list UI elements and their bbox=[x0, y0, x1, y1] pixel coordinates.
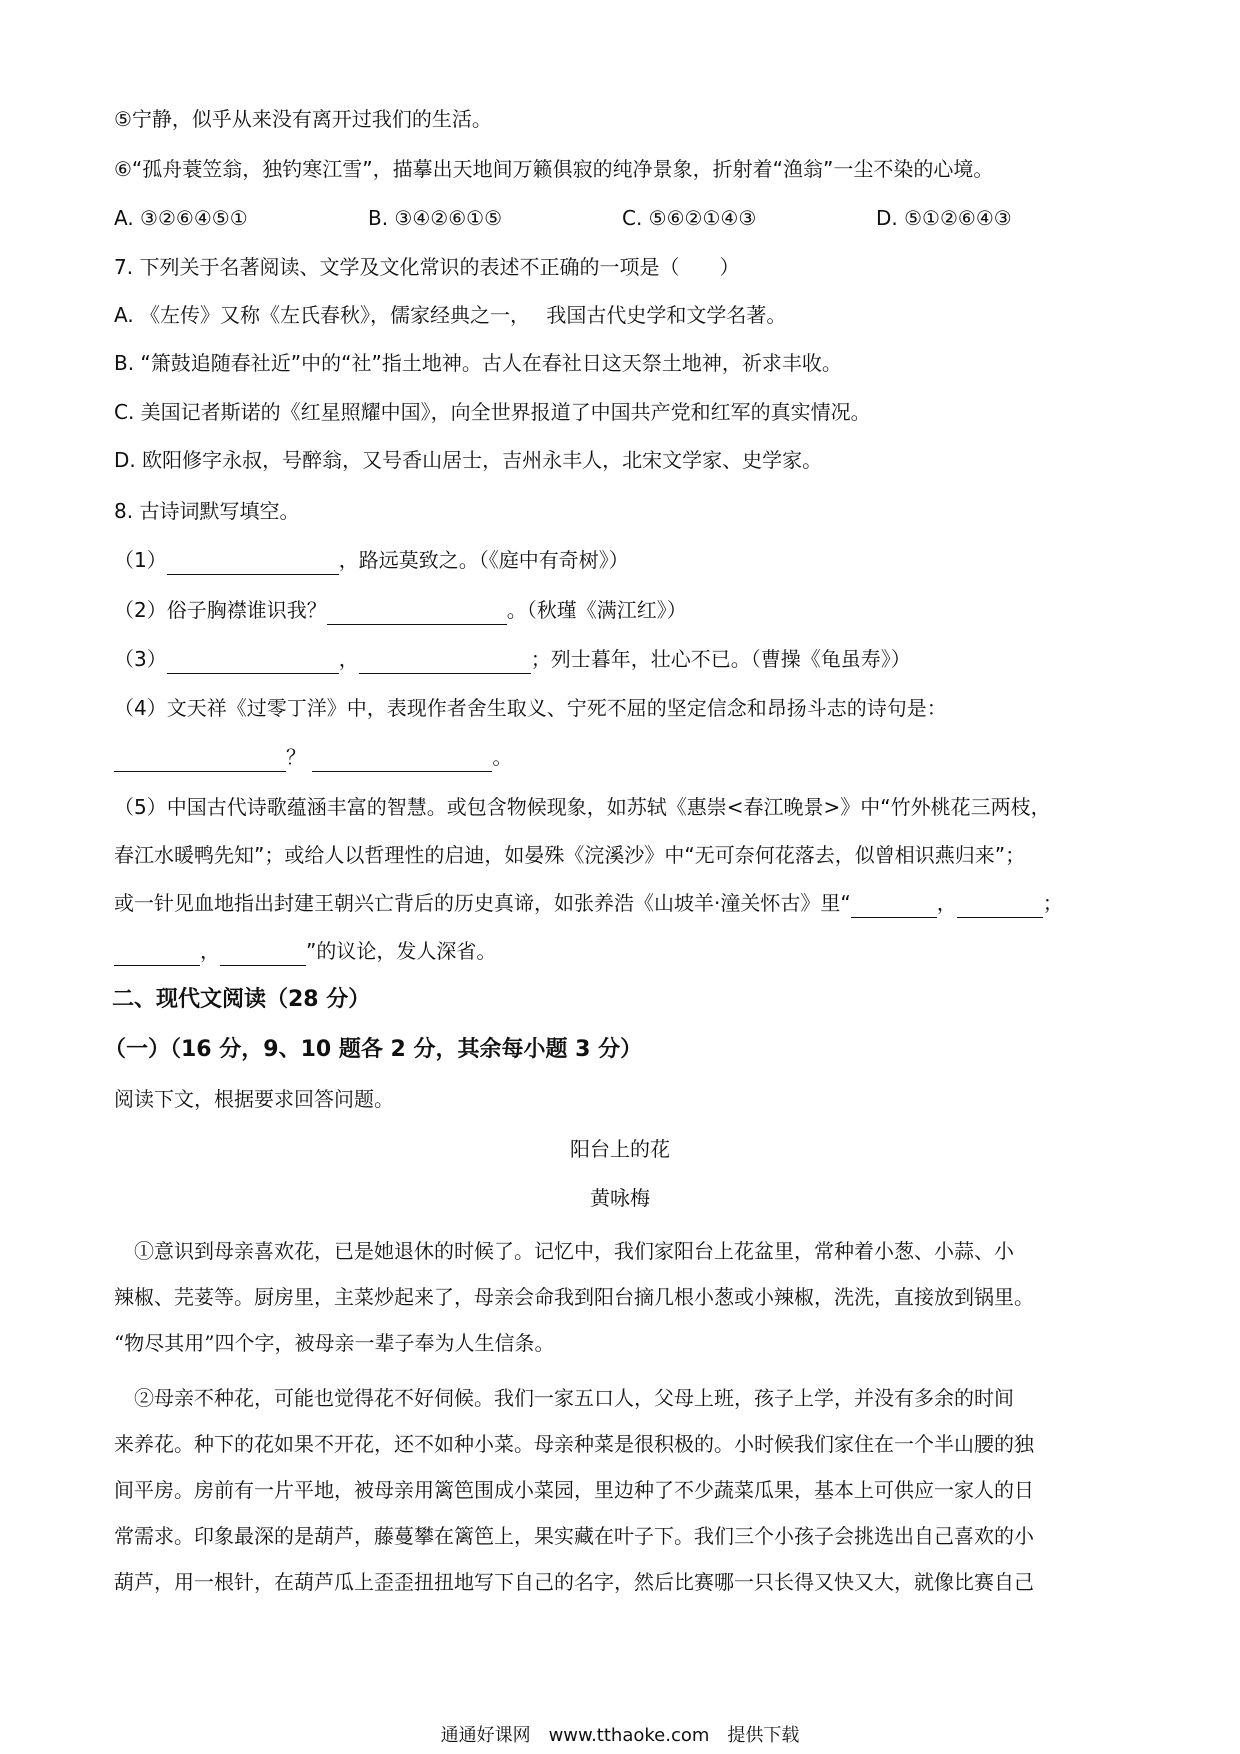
q7-option-d: D. 欧阳修字永叔，号醉翁，又号香山居士，吉州永丰人，北宋文学家、史学家。 bbox=[114, 448, 823, 472]
answer-blank[interactable] bbox=[167, 552, 339, 575]
answer-blank[interactable] bbox=[851, 895, 937, 918]
answer-blank[interactable] bbox=[327, 602, 507, 625]
paragraph-line: ②母亲不种花，可能也觉得花不好伺候。我们一家五口人，父母上班，孩子上学，并没有多余的时间 bbox=[114, 1386, 1014, 1410]
q8-sub4-end: 。 bbox=[492, 745, 513, 769]
paragraph-line: 葫芦，用一根针，在葫芦瓜上歪歪扭扭地写下自己的名字，然后比赛哪一只长得又快又大，就像比赛自己 bbox=[114, 1570, 1034, 1594]
answer-blank[interactable] bbox=[957, 895, 1043, 918]
q8-sub4-answer bbox=[114, 742, 1130, 772]
paragraph-line: “物尽其用”四个字，被母亲一辈子奉为人生信条。 bbox=[114, 1331, 555, 1355]
page-footer: 通通好课网 www.tthaoke.com 提供下载 bbox=[440, 1725, 800, 1746]
section-intro: 阅读下文，根据要求回答问题。 bbox=[114, 1087, 394, 1111]
q8-sub2-source: 。（秋瑾《满江红》） bbox=[506, 598, 687, 622]
q8-sub1 bbox=[114, 545, 1130, 575]
q8-sub2 bbox=[114, 595, 1130, 625]
q6-option-c: C. ⑤⑥②①④③ bbox=[622, 206, 757, 230]
q8-sub3 bbox=[114, 644, 1130, 674]
section-subtitle: （一）（16 分，9、10 题各 2 分，其余每小题 3 分） bbox=[104, 1037, 643, 1062]
q8-sub5-comma: ， bbox=[936, 891, 957, 915]
article-paragraph-1 bbox=[114, 1228, 1126, 1366]
q8-sub5-line2: 春江水暖鸭先知”；或给人以哲理性的启迪，如晏殊《浣溪沙》中“无可奈何花落去，似曾相识燕归来”； bbox=[114, 843, 1026, 867]
q8-sub3-label: （3） bbox=[114, 647, 167, 671]
q8-sub5-line4 bbox=[114, 936, 1130, 966]
answer-blank[interactable] bbox=[359, 651, 531, 674]
paragraph-line: 间平房。房前有一片平地，被母亲用篱笆围成小菜园，里边种了不少蔬菜瓜果，基本上可供应一家人的日 bbox=[114, 1478, 1034, 1502]
q7-option-b: B. “箫鼓追随春社近”中的“社”指土地神。古人在春社日这天祭土地神，祈求丰收。 bbox=[114, 351, 842, 375]
answer-blank[interactable] bbox=[114, 943, 200, 966]
paragraph-line: 辣椒、芫荽等。厨房里，主菜炒起来了，母亲会命我到阳台摘几根小葱或小辣椒，洗洗，直接放到锅里。 bbox=[114, 1285, 1034, 1309]
answer-blank[interactable] bbox=[312, 749, 492, 772]
q8-sub2-text: （2）俗子胸襟谁识我？ bbox=[114, 598, 327, 622]
article-paragraph-2 bbox=[114, 1375, 1126, 1605]
q8-sub5-comma2: ， bbox=[200, 939, 220, 963]
q8-sub5-line3 bbox=[114, 888, 1130, 918]
q8-sub5-end: ”的议论，发人深省。 bbox=[306, 939, 497, 963]
answer-blank[interactable] bbox=[114, 749, 286, 772]
q8-sub3-comma: ， bbox=[338, 647, 359, 671]
q8-sub5-line3-text: 或一针见血地指出封建王朝兴亡背后的历史真谛，如张养浩《山坡羊·潼关怀古》里“ bbox=[114, 891, 851, 915]
paragraph-line: 来养花。种下的花如果不开花，还不如种小菜。母亲种菜是很积极的。小时候我们家住在一个半山腰的独 bbox=[114, 1432, 1034, 1456]
article-title: 阳台上的花 bbox=[570, 1137, 670, 1161]
q6-item5: ⑤宁静，似乎从来没有离开过我们的生活。 bbox=[114, 107, 492, 131]
q7-option-c: C. 美国记者斯诺的《红星照耀中国》，向全世界报道了中国共产党和红军的真实情况。 bbox=[114, 400, 871, 424]
q8-sub4: （4）文天祥《过零丁洋》中，表现作者舍生取义、宁死不屈的坚定信念和昂扬斗志的诗句是： bbox=[114, 696, 947, 720]
section-title: 二、现代文阅读（28 分） bbox=[112, 987, 371, 1012]
article-author: 黄咏梅 bbox=[590, 1186, 650, 1210]
q8-stem: 8. 古诗词默写填空。 bbox=[114, 499, 300, 523]
paragraph-line: ①意识到母亲喜欢花，已是她退休的时候了。记忆中，我们家阳台上花盆里，常种着小葱、小蒜、小 bbox=[114, 1239, 1014, 1263]
q8-sub1-label: （1） bbox=[114, 548, 167, 572]
q6-option-b: B. ③④②⑥①⑤ bbox=[368, 206, 503, 230]
q8-sub4-mark: ？ bbox=[286, 745, 306, 769]
q7-option-a: A. 《左传》又称《左氏春秋》，儒家经典之一， 我国古代史学和文学名著。 bbox=[114, 303, 787, 327]
q8-sub1-text: ，路远莫致之。（《庭中有奇树》） bbox=[338, 548, 629, 572]
q7-stem: 7. 下列关于名著阅读、文学及文化常识的表述不正确的一项是（ ） bbox=[114, 255, 740, 279]
q6-item6: ⑥“孤舟蓑笠翁，独钓寒江雪”，描摹出天地间万籁俱寂的纯净景象，折射着“渔翁”一尘不染的心境。 bbox=[114, 157, 994, 181]
q8-sub5-line1: （5）中国古代诗歌蕴涵丰富的智慧。或包含物候现象，如苏轼《惠崇<春江晚景>》中“竹外桃花三两枝， bbox=[114, 795, 1051, 819]
q6-option-d: D. ⑤①②⑥④③ bbox=[876, 206, 1012, 230]
q8-sub3-text: ；列士暮年，壮心不已。（曹操《龟虽寿》） bbox=[530, 647, 911, 671]
paragraph-line: 常需求。印象最深的是葫芦，藤蔓攀在篱笆上，果实藏在叶子下。我们三个小孩子会挑选出自己喜欢的小 bbox=[114, 1524, 1034, 1548]
answer-blank[interactable] bbox=[167, 651, 339, 674]
q6-option-a: A. ③②⑥④⑤① bbox=[114, 206, 248, 230]
answer-blank[interactable] bbox=[220, 943, 306, 966]
q6-options bbox=[114, 203, 1130, 233]
q8-sub5-semicolon: ； bbox=[1042, 891, 1063, 915]
